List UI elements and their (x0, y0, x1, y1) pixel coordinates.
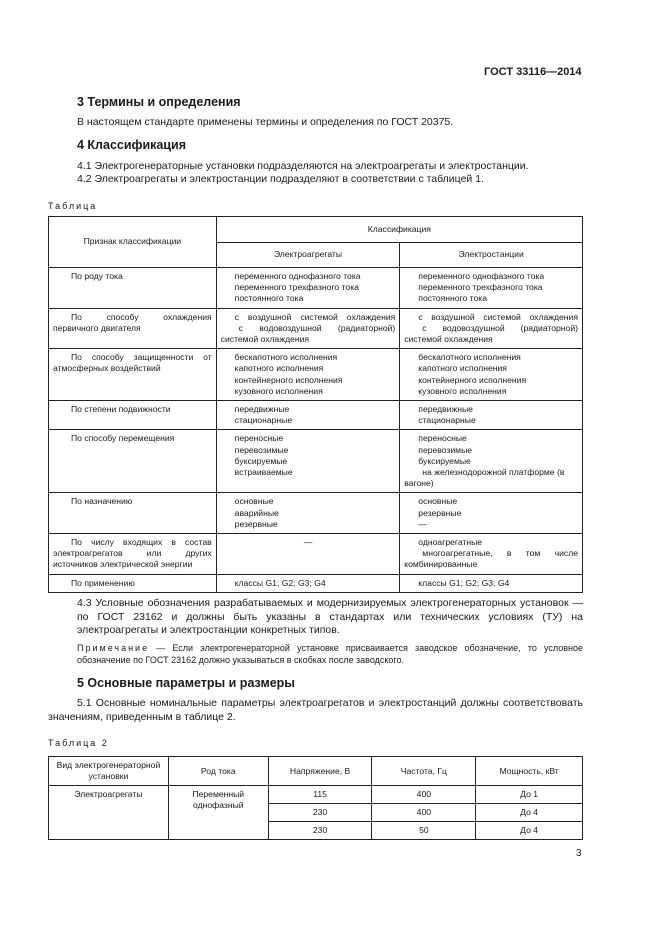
stations-cell: переменного однофазного тока переменного трехфазного тока постоянного тока (400, 268, 583, 309)
table-row (49, 268, 583, 309)
header-stations: Электростанции (400, 242, 583, 268)
standard-number: ГОСТ 33116—2014 (484, 66, 582, 78)
header-kind: Вид электрогенераторной установки (49, 757, 169, 786)
header-power: Мощность, кВт (476, 757, 583, 786)
kind-cell: Электроагрегаты (49, 786, 169, 840)
aggregates-cell: с воздушной системой охлаждения с водовоздушной (радиаторной) системой охлаждения (216, 308, 400, 349)
page-number: 3 (576, 848, 582, 859)
table-row (49, 401, 583, 430)
voltage-cell: 230 (268, 804, 372, 822)
section-5-title: 5 Основные параметры и размеры (77, 676, 295, 690)
table-row (49, 308, 583, 349)
parameters-table (48, 756, 583, 840)
power-cell: До 4 (476, 804, 583, 822)
current-cell: Переменный однофазный (168, 786, 268, 840)
table-row (49, 349, 583, 401)
note (77, 642, 583, 666)
voltage-cell: 230 (268, 822, 372, 840)
section-3-text: В настоящем стандарте применены термины и определения по ГОСТ 20375. (77, 116, 454, 128)
table-2-caption: Таблица 2 (48, 738, 109, 748)
stations-cell: переносные перевозимые буксируемые на железнодорожной платформе (в вагоне) (400, 430, 583, 493)
classification-table (48, 216, 583, 593)
section-3-title: 3 Термины и определения (77, 95, 241, 109)
feature-cell: По применению (49, 574, 217, 592)
stations-cell: классы G1; G2; G3; G4 (400, 574, 583, 592)
table-row (49, 430, 583, 493)
frequency-cell: 400 (372, 804, 476, 822)
table-row (49, 574, 583, 592)
table-row (49, 786, 583, 804)
power-cell: До 1 (476, 786, 583, 804)
feature-cell: По числу входящих в состав электроагрегатов или других источников электрической энергии (49, 534, 217, 575)
table-1-caption: Таблица (48, 201, 98, 211)
note-text: — Если электрогенераторной установке присваивается заводское обозначение, то условное обозначение по ГОСТ 23162 должно указываться в скобках после заводского. (77, 643, 583, 665)
header-classification: Классификация (216, 217, 582, 243)
aggregates-cell: бескапотного исполнения капотного исполнения контейнерного исполнения кузовного исполнения (216, 349, 400, 401)
feature-cell: По способу перемещения (49, 430, 217, 493)
paragraph-4-2: 4.2 Электроагрегаты и электростанции подразделяют в соответствии с таблицей 1. (77, 173, 484, 185)
table-row (49, 493, 583, 534)
feature-cell: По способу защищенности от атмосферных воздействий (49, 349, 217, 401)
header-voltage: Напряжение, В (268, 757, 372, 786)
aggregates-cell: передвижные стационарные (216, 401, 400, 430)
aggregates-cell: классы G1; G2; G3; G4 (216, 574, 400, 592)
paragraph-5-1: 5.1 Основные номинальные параметры электроагрегатов и электростанций должны соответствовать значениям, приведенным в таблице 2. (48, 697, 583, 723)
stations-cell: с воздушной системой охлаждения с водовоздушной (радиаторной) системой охлаждения (400, 308, 583, 349)
power-cell: До 4 (476, 822, 583, 840)
stations-cell: основные резервные — (400, 493, 583, 534)
feature-cell: По роду тока (49, 268, 217, 309)
header-aggregates: Электроагрегаты (216, 242, 400, 268)
feature-cell: По степени подвижности (49, 401, 217, 430)
aggregates-cell: переносные перевозимые буксируемые встраиваемые (216, 430, 400, 493)
frequency-cell: 50 (372, 822, 476, 840)
feature-cell: По назначению (49, 493, 217, 534)
header-current: Род тока (168, 757, 268, 786)
header-frequency: Частота, Гц (372, 757, 476, 786)
header-feature: Признак классификации (49, 217, 217, 268)
aggregates-cell: основные аварийные резервные (216, 493, 400, 534)
paragraph-4-1: 4.1 Электрогенераторные установки подразделяются на электроагрегаты и электростанции. (77, 160, 529, 172)
frequency-cell: 400 (372, 786, 476, 804)
stations-cell: одноагрегатные многоагрегатные, в том числе комбинированные (400, 534, 583, 575)
stations-cell: передвижные стационарные (400, 401, 583, 430)
section-4-title: 4 Классификация (77, 138, 187, 152)
aggregates-cell: — (216, 534, 400, 575)
note-label: Примечание (77, 643, 150, 653)
table-row (49, 534, 583, 575)
stations-cell: бескапотного исполнения капотного исполнения контейнерного исполнения кузовного исполнения (400, 349, 583, 401)
voltage-cell: 115 (268, 786, 372, 804)
paragraph-4-3: 4.3 Условные обозначения разрабатываемых и модернизируемых электрогенераторных установок — по ГОСТ 23162 и должны быть указаны в стандартах или технических условиях (ТУ) на электроагрегаты и электростанции конкретных типов. (77, 597, 583, 636)
aggregates-cell: переменного однофазного тока переменного трехфазного тока постоянного тока (216, 268, 400, 309)
feature-cell: По способу охлаждения первичного двигателя (49, 308, 217, 349)
